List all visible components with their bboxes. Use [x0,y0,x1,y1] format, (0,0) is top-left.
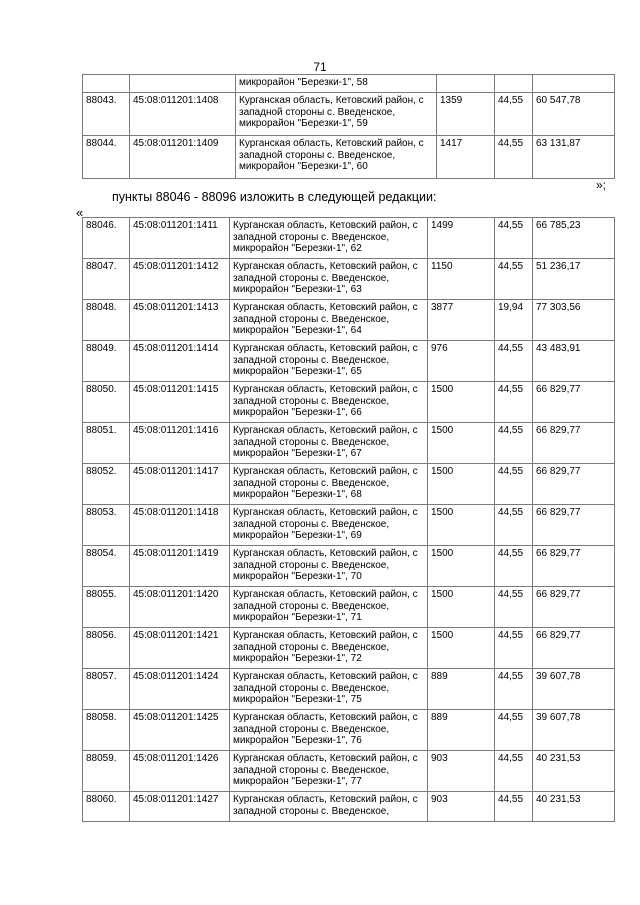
table-row [83,505,615,546]
row-number-cell: 88053. [83,505,130,546]
cadastral-value-cell: 39 607,78 [533,710,615,751]
cadastral-number-cell: 45:08:011201:1409 [130,136,236,179]
address-cell: Курганская область, Кетовский район, с западной стороны с. Введенское, микрорайон "Березки-1", 65 [230,341,428,382]
area-cell: 1499 [428,218,495,259]
area-cell [437,75,495,93]
table-row [83,669,615,710]
cadastral-value-cell: 66 785,23 [533,218,615,259]
address-cell: Курганская область, Кетовский район, с западной стороны с. Введенское, микрорайон "Березки-1", 59 [236,93,437,136]
row-number-cell: 88058. [83,710,130,751]
area-cell: 1417 [437,136,495,179]
address-cell: Курганская область, Кетовский район, с западной стороны с. Введенское, микрорайон "Березки-1", 71 [230,587,428,628]
rate-cell: 44,55 [495,382,533,423]
area-cell: 1500 [428,423,495,464]
cadastral-value-cell: 66 829,77 [533,505,615,546]
cadastral-value-cell: 40 231,53 [533,751,615,792]
row-number-cell [83,75,130,93]
row-number-cell: 88059. [83,751,130,792]
cadastral-number-cell: 45:08:011201:1408 [130,93,236,136]
rate-cell: 44,55 [495,628,533,669]
row-number-cell: 88057. [83,669,130,710]
row-number-cell: 88056. [83,628,130,669]
area-cell: 1150 [428,259,495,300]
row-number-cell: 88055. [83,587,130,628]
cadastral-value-cell: 60 547,78 [533,93,615,136]
rate-cell: 19,94 [495,300,533,341]
page-number: 71 [313,60,327,74]
address-cell: Курганская область, Кетовский район, с западной стороны с. Введенское, микрорайон "Березки-1", 72 [230,628,428,669]
address-cell: Курганская область, Кетовский район, с западной стороны с. Введенское, микрорайон "Березки-1", 66 [230,382,428,423]
area-cell: 1500 [428,505,495,546]
cadastral-number-cell: 45:08:011201:1425 [130,710,230,751]
area-cell: 976 [428,341,495,382]
cadastral-value-cell [533,75,615,93]
cadastral-number-cell: 45:08:011201:1416 [130,423,230,464]
rate-cell: 44,55 [495,218,533,259]
table-row [83,382,615,423]
area-cell: 903 [428,792,495,822]
address-cell: Курганская область, Кетовский район, с западной стороны с. Введенское, микрорайон "Березки-1", 68 [230,464,428,505]
address-cell: Курганская область, Кетовский район, с западной стороны с. Введенское, микрорайон "Березки-1", 67 [230,423,428,464]
address-cell: Курганская область, Кетовский район, с западной стороны с. Введенское, микрорайон "Березки-1", 60 [236,136,437,179]
address-cell: Курганская область, Кетовский район, с западной стороны с. Введенское, микрорайон "Березки-1", 77 [230,751,428,792]
cadastral-number-cell: 45:08:011201:1411 [130,218,230,259]
rate-cell: 44,55 [495,751,533,792]
table-row [83,75,615,93]
area-cell: 889 [428,710,495,751]
address-cell: Курганская область, Кетовский район, с западной стороны с. Введенское, [230,792,428,822]
row-number-cell: 88048. [83,300,130,341]
row-number-cell: 88044. [83,136,130,179]
table-row [83,587,615,628]
rate-cell: 44,55 [495,710,533,751]
rate-cell: 44,55 [495,341,533,382]
area-cell: 1500 [428,464,495,505]
area-cell: 1500 [428,628,495,669]
rate-cell [495,75,533,93]
cadastral-number-cell [130,75,236,93]
area-cell: 1500 [428,382,495,423]
table-row [83,218,615,259]
table-row [83,423,615,464]
rate-cell: 44,55 [495,792,533,822]
rate-cell: 44,55 [495,505,533,546]
cadastral-value-cell: 66 829,77 [533,382,615,423]
rate-cell: 44,55 [495,546,533,587]
table-row [83,751,615,792]
table-row [83,792,615,822]
table-row [83,136,615,179]
address-cell: микрорайон "Березки-1", 58 [236,75,437,93]
table-row [83,300,615,341]
cadastral-value-cell: 66 829,77 [533,423,615,464]
row-number-cell: 88052. [83,464,130,505]
rate-cell: 44,55 [495,587,533,628]
table-row [83,93,615,136]
cadastral-number-cell: 45:08:011201:1415 [130,382,230,423]
cadastral-value-cell: 51 236,17 [533,259,615,300]
rate-cell: 44,55 [495,93,533,136]
cadastral-number-cell: 45:08:011201:1419 [130,546,230,587]
table-row [83,464,615,505]
amendment-instruction: пункты 88046 - 88096 изложить в следующей редакции: [112,190,437,204]
cadastral-number-cell: 45:08:011201:1412 [130,259,230,300]
cadastral-value-cell: 40 231,53 [533,792,615,822]
address-cell: Курганская область, Кетовский район, с западной стороны с. Введенское, микрорайон "Березки-1", 62 [230,218,428,259]
cadastral-value-cell: 66 829,77 [533,628,615,669]
address-cell: Курганская область, Кетовский район, с западной стороны с. Введенское, микрорайон "Березки-1", 70 [230,546,428,587]
cadastral-number-cell: 45:08:011201:1418 [130,505,230,546]
cadastral-value-cell: 43 483,91 [533,341,615,382]
cadastral-value-cell: 77 303,56 [533,300,615,341]
cadastral-value-cell: 39 607,78 [533,669,615,710]
rate-cell: 44,55 [495,423,533,464]
row-number-cell: 88046. [83,218,130,259]
row-number-cell: 88049. [83,341,130,382]
cadastral-number-cell: 45:08:011201:1414 [130,341,230,382]
land-plots-table-continued [82,74,615,179]
cadastral-number-cell: 45:08:011201:1413 [130,300,230,341]
table-row [83,710,615,751]
cadastral-value-cell: 63 131,87 [533,136,615,179]
cadastral-number-cell: 45:08:011201:1426 [130,751,230,792]
area-cell: 903 [428,751,495,792]
cadastral-number-cell: 45:08:011201:1427 [130,792,230,822]
area-cell: 1359 [437,93,495,136]
area-cell: 1500 [428,587,495,628]
table-row [83,628,615,669]
cadastral-value-cell: 66 829,77 [533,546,615,587]
row-number-cell: 88060. [83,792,130,822]
area-cell: 889 [428,669,495,710]
table-row [83,341,615,382]
cadastral-value-cell: 66 829,77 [533,464,615,505]
land-plots-table-new-edition [82,217,615,822]
area-cell: 1500 [428,546,495,587]
address-cell: Курганская область, Кетовский район, с западной стороны с. Введенское, микрорайон "Березки-1", 75 [230,669,428,710]
row-number-cell: 88051. [83,423,130,464]
closing-quote: »; [596,178,607,192]
address-cell: Курганская область, Кетовский район, с западной стороны с. Введенское, микрорайон "Березки-1", 64 [230,300,428,341]
table-row [83,546,615,587]
opening-quote: « [76,205,84,220]
rate-cell: 44,55 [495,259,533,300]
row-number-cell: 88047. [83,259,130,300]
cadastral-number-cell: 45:08:011201:1417 [130,464,230,505]
rate-cell: 44,55 [495,669,533,710]
cadastral-number-cell: 45:08:011201:1421 [130,628,230,669]
cadastral-number-cell: 45:08:011201:1420 [130,587,230,628]
address-cell: Курганская область, Кетовский район, с западной стороны с. Введенское, микрорайон "Березки-1", 69 [230,505,428,546]
row-number-cell: 88050. [83,382,130,423]
area-cell: 3877 [428,300,495,341]
table-row [83,259,615,300]
rate-cell: 44,55 [495,136,533,179]
address-cell: Курганская область, Кетовский район, с западной стороны с. Введенское, микрорайон "Березки-1", 63 [230,259,428,300]
row-number-cell: 88054. [83,546,130,587]
row-number-cell: 88043. [83,93,130,136]
cadastral-number-cell: 45:08:011201:1424 [130,669,230,710]
rate-cell: 44,55 [495,464,533,505]
cadastral-value-cell: 66 829,77 [533,587,615,628]
address-cell: Курганская область, Кетовский район, с западной стороны с. Введенское, микрорайон "Березки-1", 76 [230,710,428,751]
